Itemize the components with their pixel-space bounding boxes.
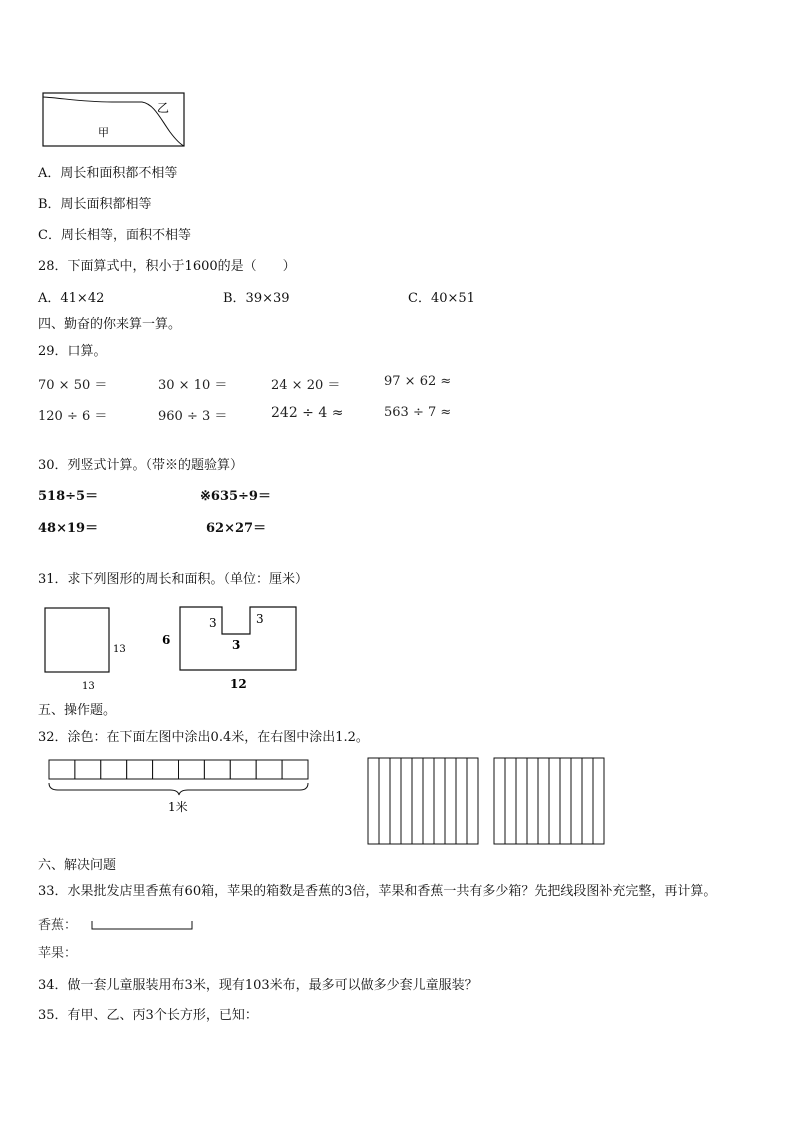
- q29-item-4: 97 × 62 ≈: [384, 374, 452, 389]
- ruler-cell[interactable]: [75, 760, 101, 779]
- right-grid-column[interactable]: [538, 758, 549, 844]
- ruler-cell[interactable]: [179, 760, 205, 779]
- right-grid-column[interactable]: [560, 758, 571, 844]
- q32-right-grid-figure: [492, 756, 608, 848]
- left-grid-column[interactable]: [379, 758, 390, 844]
- q28-option-c: C．40×51: [408, 291, 475, 306]
- q30-item-1: 518÷5＝: [38, 489, 99, 504]
- q29-stem: 29．口算。: [38, 344, 107, 359]
- section-6-heading: 六、解决问题: [38, 858, 117, 873]
- q30-item-4: 62×27＝: [206, 521, 267, 536]
- left-grid-column[interactable]: [412, 758, 423, 844]
- q31-notch-bottom-label: 3: [232, 638, 241, 652]
- q31-notch-left-label: 3: [209, 616, 217, 630]
- q31-notched-shape-figure: [156, 602, 306, 694]
- q28-option-b: B．39×39: [223, 291, 290, 306]
- right-grid-column[interactable]: [571, 758, 582, 844]
- q31-shape-bottom-label: 12: [230, 677, 247, 691]
- q27-label-yi: 乙: [157, 101, 170, 115]
- q29-item-6: 960 ÷ 3 ＝: [158, 409, 228, 424]
- q29-item-5: 120 ÷ 6 ＝: [38, 409, 108, 424]
- q29-item-7: 242 ÷ 4 ≈: [271, 405, 344, 421]
- q31-square-figure: [40, 603, 140, 695]
- q31-square: [45, 608, 109, 672]
- q31-square-side-bottom: 13: [82, 681, 95, 692]
- right-grid-column[interactable]: [582, 758, 593, 844]
- q28-option-a: A．41×42: [38, 291, 105, 306]
- q30-stem: 30．列竖式计算。（带※的题验算）: [38, 458, 244, 473]
- q29-item-2: 30 × 10 ＝: [158, 378, 228, 393]
- left-grid-column[interactable]: [423, 758, 434, 844]
- left-grid-column[interactable]: [401, 758, 412, 844]
- q32-ruler-brace: [49, 783, 308, 795]
- q32-stem: 32．涂色：在下面左图中涂出0.4米，在右图中涂出1.2。: [38, 730, 369, 745]
- left-grid-column[interactable]: [467, 758, 478, 844]
- ruler-cell[interactable]: [256, 760, 282, 779]
- q30-item-2: ※635÷9＝: [200, 489, 271, 504]
- section-4-heading: 四、勤奋的你来算一算。: [38, 317, 182, 332]
- ruler-cell[interactable]: [204, 760, 230, 779]
- q29-item-8: 563 ÷ 7 ≈: [384, 405, 452, 420]
- q32-ruler-cells[interactable]: [49, 760, 308, 779]
- q32-left-grid-figure: [366, 756, 482, 848]
- q33-apple-label: 苹果：: [38, 946, 78, 961]
- left-grid-column[interactable]: [445, 758, 456, 844]
- ruler-cell[interactable]: [282, 760, 308, 779]
- q29-item-1: 70 × 50 ＝: [38, 378, 108, 393]
- q31-notch-right-label: 3: [256, 612, 264, 626]
- q29-item-3: 24 × 20 ＝: [271, 378, 341, 393]
- q27-option-a: A．周长和面积都不相等: [38, 166, 178, 181]
- q28-stem: 28．下面算式中，积小于1600的是（ ）: [38, 259, 296, 274]
- q32-left-grid[interactable]: [368, 758, 478, 844]
- q27-label-jia: 甲: [98, 126, 109, 139]
- q27-option-c: C．周长相等，面积不相等: [38, 228, 191, 243]
- right-grid-column[interactable]: [593, 758, 604, 844]
- left-grid-column[interactable]: [390, 758, 401, 844]
- q27-option-b: B．周长面积都相等: [38, 197, 152, 212]
- q31-shape-left-label: 6: [162, 633, 171, 647]
- ruler-cell[interactable]: [101, 760, 127, 779]
- q31-stem: 31．求下列图形的周长和面积。（单位：厘米）: [38, 572, 309, 587]
- ruler-cell[interactable]: [49, 760, 75, 779]
- q32-right-grid[interactable]: [494, 758, 604, 844]
- right-grid-column[interactable]: [549, 758, 560, 844]
- left-grid-column[interactable]: [434, 758, 445, 844]
- q31-square-side-right: 13: [113, 644, 126, 655]
- q27-figure: [42, 92, 186, 148]
- section-5-heading: 五、操作题。: [38, 703, 117, 718]
- right-grid-column[interactable]: [516, 758, 527, 844]
- q33-banana-label: 香蕉：: [38, 918, 78, 933]
- ruler-cell[interactable]: [127, 760, 153, 779]
- q34-stem: 34．做一套儿童服装用布3米，现有103米布，最多可以做多少套儿童服装？: [38, 978, 478, 993]
- q32-ruler-figure: [44, 757, 314, 819]
- q33-stem: 33．水果批发店里香蕉有60箱，苹果的箱数是香蕉的3倍，苹果和香蕉一共有多少箱？先把线段图补充完整，再计算。: [38, 884, 717, 899]
- right-grid-column[interactable]: [527, 758, 538, 844]
- ruler-cell[interactable]: [153, 760, 179, 779]
- q30-item-3: 48×19＝: [38, 521, 99, 536]
- q35-stem: 35．有甲、乙、丙3个长方形，已知：: [38, 1008, 258, 1023]
- q33-banana-segment: [90, 919, 196, 931]
- left-grid-column[interactable]: [368, 758, 379, 844]
- right-grid-column[interactable]: [505, 758, 516, 844]
- q32-ruler-label: 1米: [168, 800, 188, 814]
- right-grid-column[interactable]: [494, 758, 505, 844]
- left-grid-column[interactable]: [456, 758, 467, 844]
- ruler-cell[interactable]: [230, 760, 256, 779]
